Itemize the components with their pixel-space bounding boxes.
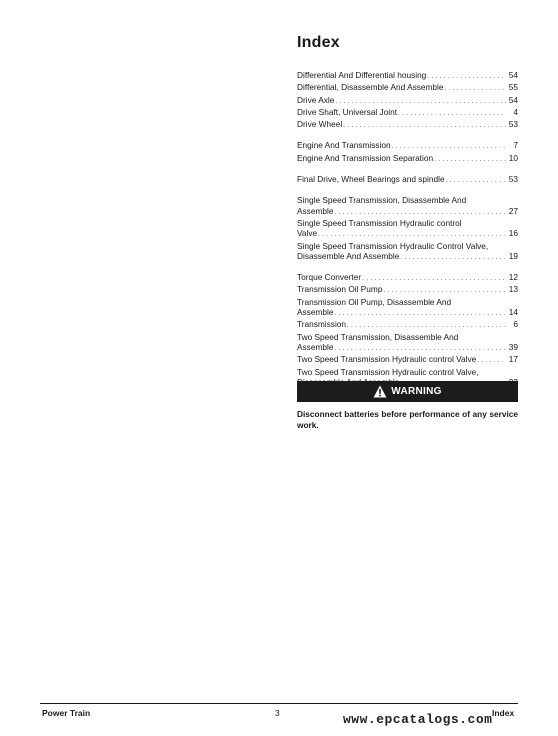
dot-leader [362, 272, 506, 284]
index-entry-label: Differential And Differential housing [297, 70, 427, 80]
dot-leader [334, 342, 506, 354]
dot-leader [400, 251, 506, 263]
warning-text: Disconnect batteries before performance of any service work. [297, 409, 518, 430]
dot-leader [334, 307, 506, 319]
index-entry [297, 272, 518, 284]
index-entry [297, 95, 518, 107]
index-entry-page: 53 [508, 119, 518, 130]
footer-section-title: Power Train [42, 708, 91, 718]
index-entry-label: Disassemble And Assemble [297, 250, 400, 261]
index-entry-page: 14 [508, 307, 518, 318]
watermark: www.epcatalogs.com [343, 712, 493, 727]
page-title: Index [297, 34, 340, 51]
index-entry-page: 6 [513, 319, 518, 330]
index-entry-label: Single Speed Transmission, Disassemble And [297, 195, 467, 206]
index-entry [297, 140, 518, 152]
warning-triangle-icon [373, 385, 387, 398]
index-group [297, 70, 518, 131]
index-entry-label: Single Speed Transmission Hydraulic control [297, 217, 462, 228]
dot-leader [343, 119, 506, 131]
index-entry-label: Transmission Oil Pump, Disassemble And [297, 296, 452, 307]
index-entry [297, 218, 518, 241]
dot-leader [347, 319, 506, 331]
index-entry [297, 153, 518, 165]
index-entry-label: Two Speed Transmission, Disassemble And [297, 331, 459, 342]
dot-leader [392, 140, 506, 152]
index-entry-label: Two Speed Transmission Hydraulic control Valve [297, 354, 477, 365]
dot-leader [335, 95, 506, 107]
index-entry [297, 297, 518, 320]
index-group [297, 174, 518, 186]
dot-leader [383, 284, 506, 296]
index-entry [297, 332, 518, 355]
index-entry-page: 19 [508, 250, 518, 261]
index-entry-label: Assemble [297, 341, 334, 352]
index-group [297, 272, 518, 389]
index-entry-page: 4 [513, 106, 518, 117]
dot-leader [434, 153, 506, 165]
warning-label: WARNING [391, 386, 442, 397]
index-entry-page: 39 [508, 341, 518, 352]
index-entry-label: Torque Converter [297, 272, 362, 283]
index-entry-page: 12 [508, 272, 518, 283]
index-entry-label: Valve [297, 228, 318, 239]
index-entry-label: Final Drive, Wheel Bearings and spindle [297, 174, 445, 185]
footer-chapter-title: Index [492, 708, 515, 718]
index-list [297, 70, 518, 398]
index-entry [297, 319, 518, 331]
dot-leader [445, 82, 507, 94]
index-entry [297, 70, 518, 82]
dot-leader [398, 107, 506, 119]
index-entry-label: Two Speed Transmission Hydraulic control Valve, [297, 366, 479, 377]
index-entry-label: Differential, Disassemble And Assemble [297, 82, 444, 93]
index-group [297, 195, 518, 263]
index-entry [297, 284, 518, 296]
index-entry-page: 10 [508, 152, 518, 163]
index-entry-label: Drive Shaft, Universal Joint [297, 106, 398, 117]
index-group [297, 140, 518, 165]
index-entry-label: Assemble [297, 205, 334, 216]
index-entry-label: Drive Axle [297, 94, 335, 105]
index-entry-label: Drive Wheel [297, 119, 343, 130]
index-entry-page: 7 [513, 140, 518, 151]
footer-divider [40, 703, 518, 704]
index-entry-label: Engine And Transmission Separation [297, 152, 434, 163]
index-entry-label: Transmission [297, 319, 347, 330]
dot-leader [427, 70, 506, 82]
index-entry [297, 195, 518, 218]
warning-banner [297, 381, 518, 402]
index-entry [297, 107, 518, 119]
dot-leader [318, 228, 506, 240]
index-entry-label: Assemble [297, 307, 334, 318]
index-entry-page: 53 [508, 174, 518, 185]
index-entry-label: Transmission Oil Pump [297, 284, 383, 295]
index-entry-label: Single Speed Transmission Hydraulic Control Valve, [297, 240, 489, 251]
index-entry [297, 82, 518, 94]
dot-leader [334, 206, 506, 218]
index-entry-label: Engine And Transmission [297, 140, 391, 151]
index-entry [297, 174, 518, 186]
dot-leader [477, 354, 506, 366]
index-entry-page: 55 [508, 82, 518, 93]
footer-page-number: 3 [275, 708, 280, 718]
index-entry-page: 17 [508, 354, 518, 365]
index-entry [297, 354, 518, 366]
dot-leader [446, 174, 506, 186]
index-entry-page: 16 [508, 228, 518, 239]
index-entry-page: 13 [508, 284, 518, 295]
index-entry-page: 54 [508, 94, 518, 105]
index-entry-page: 54 [508, 70, 518, 80]
index-entry [297, 241, 518, 264]
index-entry-page: 27 [508, 205, 518, 216]
index-entry [297, 119, 518, 131]
